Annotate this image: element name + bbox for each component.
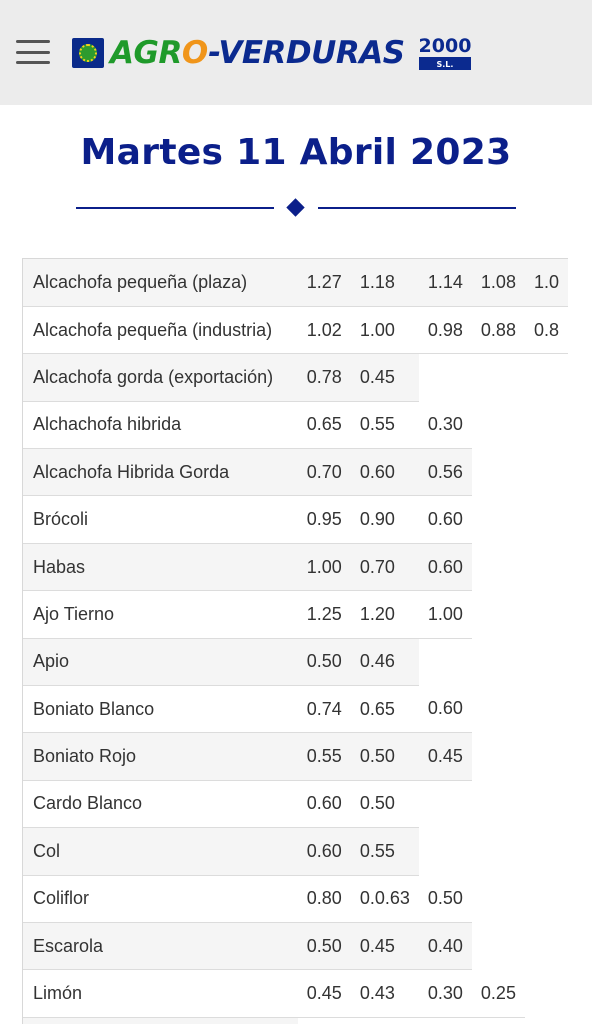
price-cell: 0.80 (298, 875, 351, 922)
table-row (23, 780, 568, 827)
price-cell: 0.60 (419, 686, 472, 733)
table-row (23, 733, 568, 780)
hamburger-menu-icon[interactable] (16, 40, 50, 64)
price-cell: 0.60 (351, 449, 419, 496)
table-row (23, 875, 568, 922)
page-title: Martes 11 Abril 2023 (80, 132, 512, 173)
product-name: Col (23, 828, 298, 875)
product-name: Alcachofa pequeña (plaza) (23, 259, 298, 306)
table-row (23, 354, 568, 401)
site-logo[interactable] (72, 36, 471, 70)
product-name: Alcachofa Hibrida Gorda (23, 449, 298, 496)
price-cell: 0.65 (298, 401, 351, 448)
table-row (23, 401, 568, 448)
product-name: Brócoli (23, 496, 298, 543)
product-name: Boniato Blanco (23, 686, 298, 733)
price-cell: 1.14 (419, 259, 472, 306)
price-cell: 0.90 (351, 496, 419, 543)
price-cell: 0.45 (298, 970, 351, 1017)
price-cell: 0.60 (298, 780, 351, 827)
price-cell: 0.45 (351, 354, 419, 401)
price-cell: 0.25 (472, 970, 525, 1017)
price-cell: 1.02 (298, 306, 351, 353)
price-cell: 0.43 (351, 970, 419, 1017)
title-divider (76, 200, 516, 216)
price-cell: 1.27 (298, 259, 351, 306)
price-table (23, 259, 568, 1024)
price-table-container[interactable] (22, 258, 568, 1024)
table-row (23, 828, 568, 875)
table-row (23, 543, 568, 590)
product-name: Apio (23, 638, 298, 685)
price-cell: 0.95 (298, 496, 351, 543)
price-cell: 0.40 (419, 922, 472, 969)
price-cell: 0.55 (351, 828, 419, 875)
table-row (23, 496, 568, 543)
price-cell: 0.45 (351, 922, 419, 969)
site-header (0, 0, 592, 105)
price-cell: 0.78 (298, 354, 351, 401)
product-name: Ajo Tierno (23, 591, 298, 638)
menu-bar (16, 51, 50, 54)
price-cell: 0.88 (472, 306, 525, 353)
product-name: Limón (23, 970, 298, 1017)
price-cell: 0.46 (351, 638, 419, 685)
price-cell: 0.70 (298, 449, 351, 496)
logo-year: 2000 S.L. (418, 34, 472, 69)
table-row (23, 1017, 568, 1024)
price-cell: 1.08 (472, 259, 525, 306)
product-name: Alcachofa pequeña (industria) (23, 306, 298, 353)
table-row (23, 259, 568, 306)
table-row (23, 449, 568, 496)
price-cell: 0.45 (419, 733, 472, 780)
product-name: Escarola (23, 922, 298, 969)
price-cell: 0.70 (351, 543, 419, 590)
price-cell: 0.60 (419, 543, 472, 590)
table-row (23, 638, 568, 685)
product-name: Cardo Blanco (23, 780, 298, 827)
price-cell: 0.50 (351, 733, 419, 780)
price-cell: 0.55 (298, 733, 351, 780)
product-name: Coliflor (23, 875, 298, 922)
price-cell: 0.30 (419, 970, 472, 1017)
price-cell: 0.50 (298, 922, 351, 969)
price-cell: 0.98 (419, 306, 472, 353)
price-cell: 1.18 (351, 259, 419, 306)
product-name (23, 1017, 298, 1024)
diamond-ornament-icon (286, 198, 304, 216)
price-cell: 0.65 (351, 686, 419, 733)
price-cell: 0.56 (419, 449, 472, 496)
price-cell: 1.20 (351, 591, 419, 638)
table-row (23, 970, 568, 1017)
menu-bar (16, 61, 50, 64)
table-row (23, 686, 568, 733)
price-cell: 0.0.63 (351, 875, 419, 922)
logo-wordmark: AGRO-VERDURAS (110, 34, 405, 71)
table-row (23, 591, 568, 638)
price-cell: 0.8 (525, 306, 568, 353)
price-cell: 0.60 (419, 496, 472, 543)
price-cell: 0.60 (298, 828, 351, 875)
price-cell: 0.74 (298, 686, 351, 733)
price-cell: 1.00 (351, 306, 419, 353)
price-cell: 1.00 (298, 543, 351, 590)
price-cell: 0.50 (351, 780, 419, 827)
price-cell: 0.50 (419, 875, 472, 922)
price-cell: 1.0 (525, 259, 568, 306)
logo-emblem-icon (72, 38, 104, 68)
table-row (23, 306, 568, 353)
price-cell: 0.55 (351, 401, 419, 448)
price-cell: 1.00 (419, 591, 472, 638)
table-row (23, 922, 568, 969)
menu-bar (16, 40, 50, 43)
product-name: Habas (23, 543, 298, 590)
product-name: Boniato Rojo (23, 733, 298, 780)
price-cell: 0.50 (298, 638, 351, 685)
price-cell: 0.30 (419, 401, 472, 448)
product-name: Alchachofa hibrida (23, 401, 298, 448)
price-cell: 1.25 (298, 591, 351, 638)
product-name: Alcachofa gorda (exportación) (23, 354, 298, 401)
